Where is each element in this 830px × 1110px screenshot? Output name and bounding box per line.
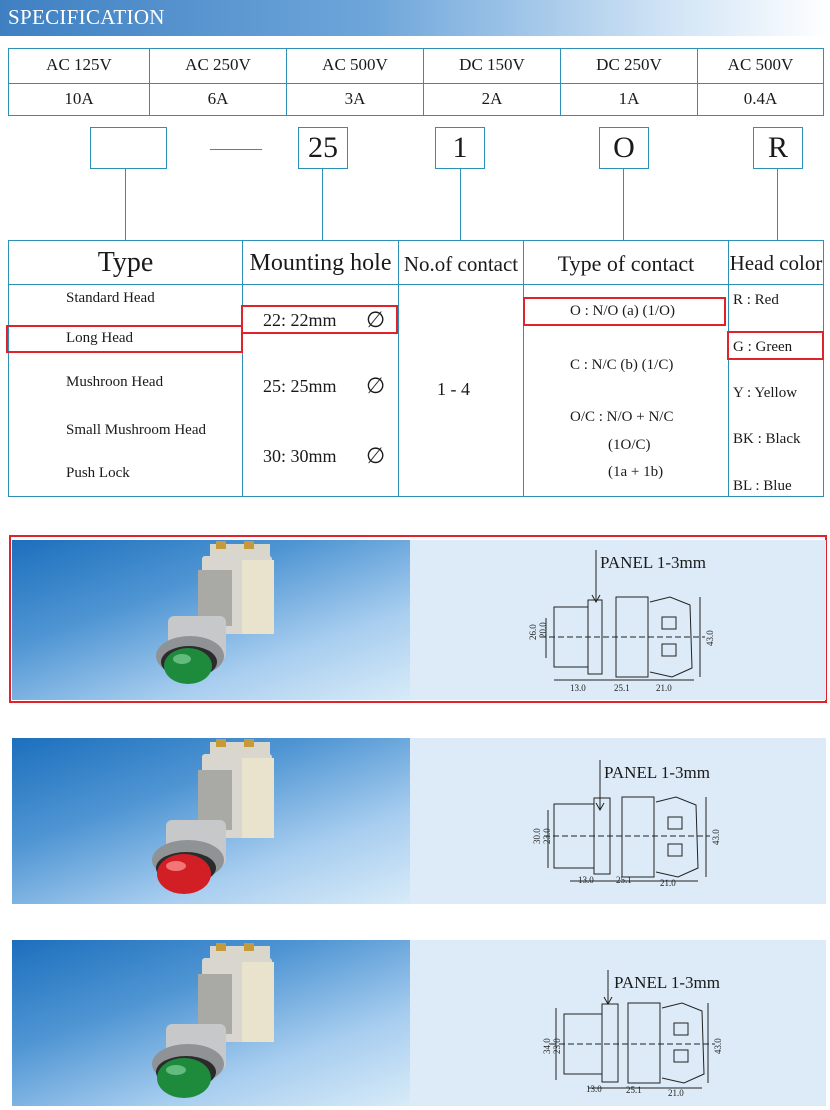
dim-body-3: 25.1 <box>626 1085 642 1095</box>
head-color-red: R : Red <box>733 292 779 308</box>
diameter-icon: ∅ <box>366 443 386 468</box>
drawing-1 <box>410 540 826 700</box>
panel-label-3: PANEL 1-3mm <box>614 973 720 992</box>
panel-label-1: PANEL 1-3mm <box>600 553 706 572</box>
dim-block-3: 21.0 <box>668 1088 684 1098</box>
rating-voltage-5: DC 250V <box>561 49 698 83</box>
contacts-header: No.of contact <box>399 241 523 285</box>
spec-header <box>0 0 830 36</box>
dim-block-2: 21.0 <box>660 878 676 888</box>
mounting-25: 25: 25mm <box>263 376 337 396</box>
type-column <box>9 241 243 496</box>
product-row-2 <box>12 738 826 904</box>
head-color-column <box>729 241 823 496</box>
rating-current-2: 6A <box>150 83 287 115</box>
rating-voltage-3: AC 500V <box>287 49 424 83</box>
dim-outer-1: 26.0 <box>528 624 538 640</box>
rating-voltage-2: AC 250V <box>150 49 287 83</box>
dim-depth-3: 13.0 <box>586 1084 602 1094</box>
contacts-range: 1 - 4 <box>437 379 470 399</box>
dim-outer-3: 34.0 <box>542 1038 552 1054</box>
product-cap-3 <box>157 1058 211 1098</box>
panel-label-2: PANEL 1-3mm <box>604 763 710 782</box>
type-push-lock: Push Lock <box>66 465 130 481</box>
head-color-blue: BL : Blue <box>733 478 792 494</box>
dimension-drawing-2 <box>410 738 826 904</box>
dim-body-2: 25.1 <box>616 875 632 885</box>
contact-type-column <box>524 241 729 496</box>
contact-type-1oc: (1O/C) <box>608 437 651 453</box>
rating-voltage-6: AC 500V <box>727 55 794 74</box>
mounting-30: 30: 30mm <box>263 446 337 466</box>
highlight-green <box>727 331 824 360</box>
code-box-type <box>90 127 167 169</box>
head-color-green: G : Green <box>733 339 793 355</box>
dim-height-1: 43.0 <box>705 630 715 646</box>
diameter-icon: ∅ <box>366 373 386 398</box>
mounting-header: Mounting hole <box>243 241 398 285</box>
head-color-black: BK : Black <box>733 431 801 447</box>
dim-body-1: 25.1 <box>614 683 630 693</box>
rating-voltage-1: AC 125V <box>9 49 150 83</box>
connector-mounting <box>322 169 323 240</box>
dimension-drawing-1 <box>410 540 826 700</box>
product-row-1 <box>12 540 826 700</box>
dim-depth-1: 13.0 <box>570 683 586 693</box>
connector-contact-type <box>623 169 624 240</box>
contact-type-1a1b: (1a + 1b) <box>608 464 664 480</box>
connector-type <box>125 169 126 240</box>
highlight-no-contact <box>523 297 726 326</box>
product-cap-2 <box>157 854 211 894</box>
code-box-contacts: 1 <box>435 127 485 169</box>
highlight-long-head <box>6 325 243 353</box>
type-long-head: Long Head <box>66 330 134 346</box>
dim-height-3: 43.0 <box>713 1038 723 1054</box>
dim-outer-2: 30.0 <box>532 828 542 844</box>
type-mushroom-head: Mushroon Head <box>66 374 164 390</box>
dim-inner-3: 23.0 <box>552 1038 562 1054</box>
connector-contacts <box>460 169 461 240</box>
code-box-mounting: 25 <box>298 127 348 169</box>
dim-depth-2: 13.0 <box>578 875 594 885</box>
dim-inner-1: 20.0 <box>538 622 548 638</box>
contact-type-no-nc: O/C : N/O + N/C <box>570 409 674 425</box>
rating-table <box>8 48 824 116</box>
rating-current-4: 2A <box>424 83 561 115</box>
code-box-contact-type: O <box>599 127 649 169</box>
rating-current-3: 3A <box>287 83 424 115</box>
contacts-column <box>399 241 524 496</box>
contact-type-no: O : N/O (a) (1/O) <box>570 303 675 319</box>
contact-type-nc: C : N/C (b) (1/C) <box>570 357 674 373</box>
push-button-image <box>12 540 410 700</box>
dim-height-2: 43.0 <box>711 829 721 845</box>
contact-type-header: Type of contact <box>524 241 728 285</box>
highlight-22mm <box>241 305 398 334</box>
code-dash <box>210 149 262 150</box>
push-button-image <box>12 940 410 1106</box>
connector-head-color <box>777 169 778 240</box>
dim-block-1: 21.0 <box>656 683 672 693</box>
code-box-head-color: R <box>753 127 803 169</box>
product-photo-1 <box>12 540 410 700</box>
product-photo-3 <box>12 940 410 1106</box>
push-button-image <box>12 738 410 904</box>
diameter-icon: ∅ <box>366 307 386 332</box>
type-small-mushroom-head: Small Mushroom Head <box>66 422 206 438</box>
product-cap-1 <box>164 648 212 684</box>
type-header: Type <box>9 241 242 285</box>
rating-current-5: 1A <box>561 83 698 115</box>
page-title: SPECIFICATION <box>8 5 165 29</box>
product-photo-2 <box>12 738 410 904</box>
mounting-22: 22: 22mm <box>263 310 337 330</box>
type-standard-head: Standard Head <box>66 290 155 306</box>
rating-voltage-4: DC 150V <box>424 49 561 83</box>
drawing-3 <box>410 940 826 1106</box>
dim-inner-2: 23.0 <box>542 828 552 844</box>
options-table <box>8 240 824 497</box>
mounting-column <box>243 241 399 496</box>
rating-current-1: 10A <box>9 83 150 115</box>
head-color-yellow: Y : Yellow <box>733 385 798 401</box>
head-color-header: Head color <box>729 241 823 285</box>
product-row-3 <box>12 940 826 1106</box>
rating-current-6: 0.4A <box>698 83 823 115</box>
dimension-drawing-3 <box>410 940 826 1106</box>
drawing-2 <box>410 738 826 904</box>
